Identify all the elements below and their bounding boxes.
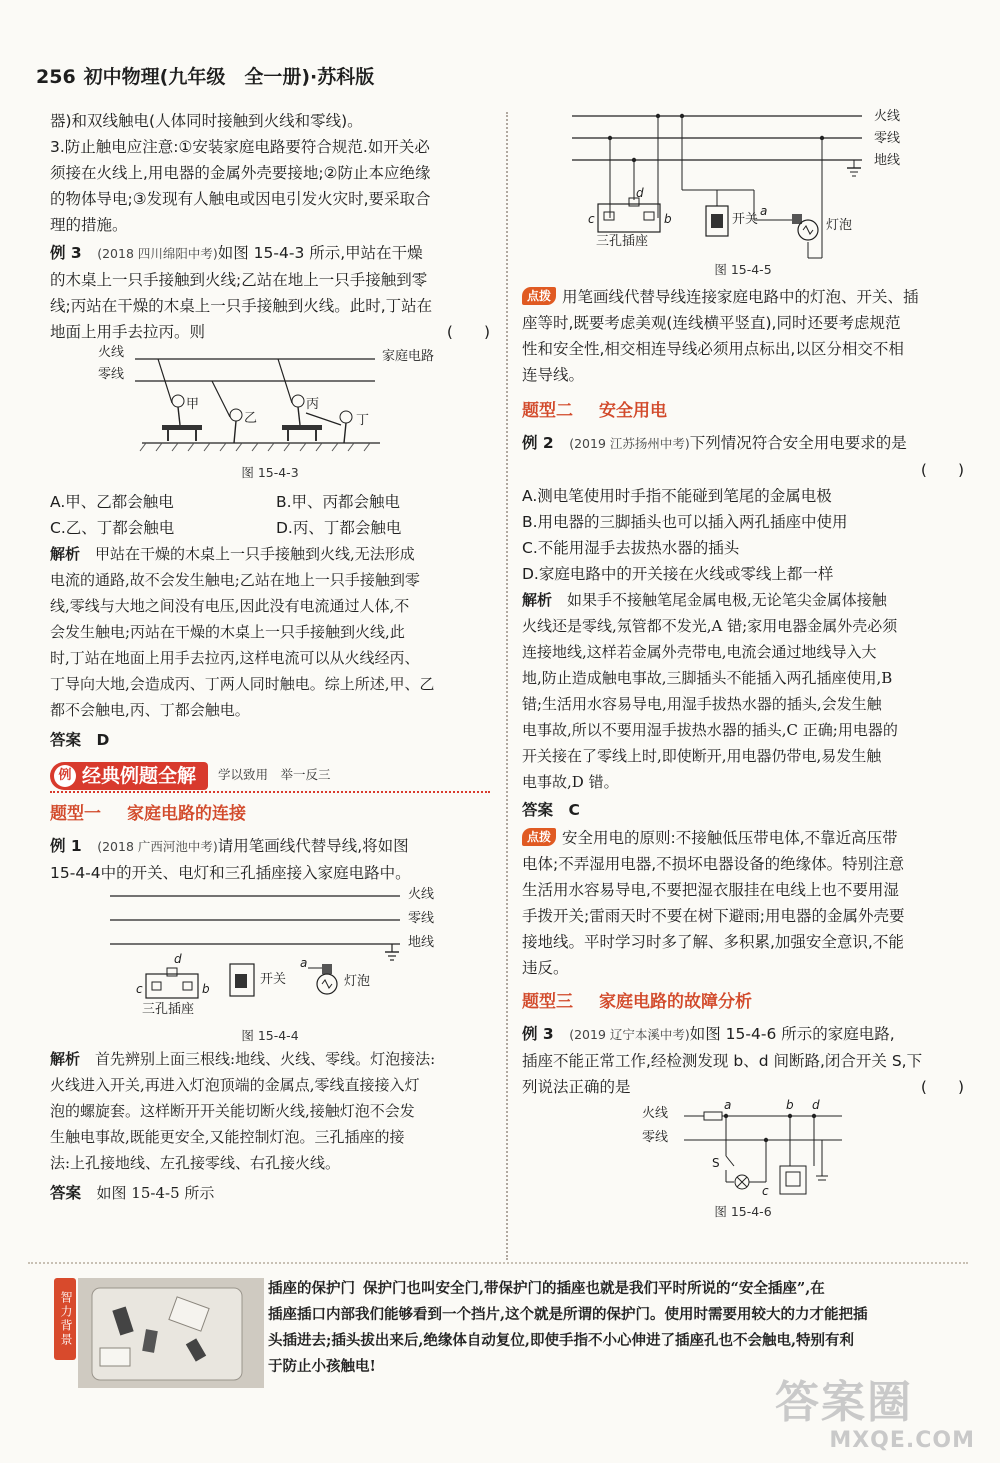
type-2-title: 安全用电 bbox=[599, 401, 667, 421]
switch-s-label: S bbox=[712, 1156, 720, 1170]
socket-photo-drawing bbox=[78, 1278, 264, 1388]
type-1-number: 题型一 bbox=[50, 804, 101, 824]
live-wire-label: 火线 bbox=[874, 109, 901, 124]
ex3-source: (2018 四川绵阳中考) bbox=[97, 246, 218, 261]
footer-line: 头插进去;插头拔出来后,绝缘体自动复位,即使手指不小心伸进了插座孔也不会触电,特别有利 bbox=[268, 1332, 854, 1349]
classic-examples-banner bbox=[50, 761, 490, 795]
ex3-stem: 如图 15-4-3 所示,甲站在干燥 bbox=[217, 244, 423, 262]
analysis-line: 电流的通路,故不会发生触电;乙站在地上一只手接触到零 bbox=[50, 571, 420, 589]
answer-label: 答案 bbox=[522, 801, 554, 819]
neutral-wire-label: 零线 bbox=[642, 1130, 669, 1145]
option-c: C.不能用湿手去拔热水器的插头 bbox=[522, 539, 740, 557]
ex3-answer bbox=[50, 727, 490, 753]
ex2-source: (2019 江苏扬州中考) bbox=[569, 436, 690, 451]
analysis-line: 泡的螺旋套。这样断开开关能切断火线,接触灯泡不会发 bbox=[50, 1102, 415, 1120]
analysis-line: 地,防止造成触电事故,三脚插头不能插入两孔插座使用,B bbox=[522, 669, 893, 687]
bulb-label: 灯泡 bbox=[826, 218, 853, 233]
page-header bbox=[36, 62, 476, 92]
analysis-line: 法:上孔接地线、左孔接零线、右孔接火线。 bbox=[50, 1154, 341, 1172]
type-1-heading bbox=[50, 801, 490, 827]
terminal-a-label: a bbox=[760, 204, 768, 218]
option-a: A.测电笔使用时手指不能碰到笔尾的金属电极 bbox=[522, 487, 832, 505]
answer-value: C bbox=[568, 801, 580, 819]
node-a-label: a bbox=[724, 1098, 732, 1112]
ex1-answer bbox=[50, 1180, 490, 1206]
person-yi-label: 乙 bbox=[244, 411, 258, 426]
figure-15-4-6 bbox=[522, 1098, 964, 1222]
analysis-line: 生触电事故,既能更安全,又能控制灯泡。三孔插座的接 bbox=[50, 1128, 405, 1146]
ex2-label: 例 2 bbox=[522, 434, 554, 452]
footer-line: 插座插口内部我们能够看到一个挡片,这个就是所谓的保护门。使用时需要用较大的力才能把插 bbox=[268, 1306, 868, 1323]
analysis-line: 连接地线,这样若金属外壳带电,电流会通过地线导入大 bbox=[522, 643, 877, 661]
intro-line: 的物体导电;③发现有人触电或因电引发火灾时,要采取合 bbox=[50, 190, 431, 208]
tip-line: 性和安全性,相交相连导线必须用点标出,以区分相交不相 bbox=[522, 340, 904, 358]
tip-badge: 点拨 bbox=[522, 828, 556, 846]
example-1 bbox=[50, 833, 490, 1206]
tip-line: 座等时,既要考虑美观(连线横平竖直),同时还要考虑规范 bbox=[522, 314, 901, 332]
analysis-line: 丁导向大地,会造成丙、丁两人同时触电。综上所述,甲、乙 bbox=[50, 675, 435, 693]
type-2-number: 题型二 bbox=[522, 401, 573, 421]
type-3-heading bbox=[522, 989, 964, 1015]
analysis-line: 时,丁站在地面上用手去拉丙,这样电流可以从火线经丙、 bbox=[50, 649, 420, 667]
watermark bbox=[775, 1378, 975, 1458]
live-wire-label: 火线 bbox=[642, 1106, 669, 1121]
household-circuit-label: 家庭电路 bbox=[382, 349, 435, 364]
analysis-line: 如果手不接触笔尾金属电极,无论笔尖金属体接触 bbox=[567, 591, 887, 609]
intro-line: 须接在火线上,用电器的金属外壳要接地;②防止本应绝缘 bbox=[50, 164, 431, 182]
tip-badge: 点拨 bbox=[522, 287, 556, 305]
switch-label: 开关 bbox=[260, 972, 287, 987]
ex1-stem: 请用笔画线代替导线,将如图 bbox=[217, 837, 409, 855]
answer-paren: ( ) bbox=[920, 461, 964, 479]
figure-15-4-4 bbox=[50, 886, 490, 1046]
tip-line: 安全用电的原则:不接触低压带电体,不靠近高压带 bbox=[562, 829, 898, 847]
ex3b-line: 列说法正确的是 bbox=[522, 1078, 631, 1096]
banner-subtitle: 学以致用 举一反三 bbox=[218, 767, 331, 782]
footer-line: 于防止小孩触电! bbox=[268, 1358, 376, 1375]
analysis-line: 电事故,D 错。 bbox=[522, 773, 619, 791]
ex2-analysis bbox=[522, 587, 964, 795]
option-d: D.丙、丁都会触电 bbox=[276, 519, 402, 537]
ex3-options bbox=[50, 489, 490, 541]
ex3-line: 线;丙站在干燥的木桌上一只手接触到火线。此时,丁站在 bbox=[50, 297, 433, 315]
terminal-d-label: d bbox=[636, 186, 644, 200]
analysis-line: 首先辨别上面三根线:地线、火线、零线。灯泡接法: bbox=[95, 1050, 436, 1068]
intro-text bbox=[50, 108, 490, 238]
figure-caption: 图 15-4-5 bbox=[714, 262, 772, 277]
type-1-title: 家庭电路的连接 bbox=[127, 804, 246, 824]
switch-label: 开关 bbox=[732, 212, 759, 227]
option-c: C.乙、丁都会触电 bbox=[50, 519, 175, 537]
tip-line: 电体;不弄湿用电器,不损坏电器设备的绝缘体。特别注意 bbox=[522, 855, 905, 873]
ex3-stem-end: 地面上用手去拉丙。则 bbox=[50, 323, 206, 341]
figure-15-4-3 bbox=[50, 345, 490, 483]
answer-value: D bbox=[96, 731, 110, 749]
ex3b-label: 例 3 bbox=[522, 1025, 554, 1043]
tip-line: 连导线。 bbox=[522, 366, 585, 384]
footer-tab: 智力背景 bbox=[54, 1278, 76, 1360]
intro-line: 3.防止触电应注意:①安装家庭电路要符合规范.如开关必 bbox=[50, 138, 430, 156]
footer-title: 插座的保护门 bbox=[268, 1280, 355, 1297]
ex3-analysis bbox=[50, 541, 490, 723]
figure-15-4-6-drawing bbox=[522, 1104, 964, 1200]
terminal-d-label: d bbox=[174, 952, 182, 966]
terminal-b-label: b bbox=[664, 212, 672, 226]
neutral-wire-label: 零线 bbox=[874, 131, 901, 146]
tip-line: 接地线。平时学习时多了解、多积累,加强安全意识,不能 bbox=[522, 933, 904, 951]
analysis-label: 解析 bbox=[522, 591, 553, 609]
earth-wire-label: 地线 bbox=[874, 153, 901, 168]
type-2-heading bbox=[522, 398, 964, 424]
live-wire-label: 火线 bbox=[98, 345, 125, 360]
figure-caption: 图 15-4-3 bbox=[241, 465, 299, 480]
terminal-c-label: c bbox=[588, 212, 595, 226]
ex1-source: (2018 广西河池中考) bbox=[97, 839, 218, 854]
person-bing-label: 丙 bbox=[306, 397, 320, 412]
analysis-line: 甲站在干燥的木桌上一只手接触到火线,无法形成 bbox=[95, 545, 415, 563]
analysis-line: 火线进入开关,再进入灯泡顶端的金属点,零线直接接入灯 bbox=[50, 1076, 420, 1094]
answer-label: 答案 bbox=[50, 731, 82, 749]
banner-title: 经典例题全解 bbox=[82, 765, 197, 787]
figure-15-4-5 bbox=[522, 108, 964, 280]
footer-divider bbox=[28, 1262, 968, 1264]
option-b: B.用电器的三脚插头也可以插入两孔插座中使用 bbox=[522, 513, 848, 531]
footer-line: 保护门也叫安全门,带保护门的插座也就是我们平时所说的“安全插座”,在 bbox=[363, 1280, 825, 1297]
watermark-line-1: 答案圈 bbox=[775, 1377, 913, 1428]
answer-value: 如图 15-4-5 所示 bbox=[96, 1184, 215, 1202]
book-title: 初中物理(九年级 全一册)·苏科版 bbox=[83, 66, 375, 88]
node-b-label: b bbox=[786, 1098, 794, 1112]
option-b: B.甲、丙都会触电 bbox=[276, 493, 401, 511]
terminal-c-label: c bbox=[136, 982, 143, 996]
live-wire-label: 火线 bbox=[408, 887, 435, 902]
example-3b bbox=[522, 1021, 964, 1222]
figure-caption: 图 15-4-6 bbox=[714, 1204, 772, 1219]
ex2-stem: 下列情况符合安全用电要求的是 bbox=[689, 434, 907, 452]
analysis-line: 会发生触电;丙站在干燥的木桌上一只手接触到火线,此 bbox=[50, 623, 405, 641]
banner-icon: 例 bbox=[54, 765, 76, 787]
ex3b-line: 插座不能正常工作,经检测发现 b、d 间断路,闭合开关 S,下 bbox=[522, 1052, 923, 1070]
column-divider bbox=[506, 112, 508, 1260]
tip-2 bbox=[522, 825, 964, 981]
person-ding-label: 丁 bbox=[356, 413, 370, 428]
terminal-a-label: a bbox=[300, 956, 308, 970]
socket-label: 三孔插座 bbox=[596, 234, 649, 249]
neutral-wire-label: 零线 bbox=[98, 367, 125, 382]
analysis-line: 错;生活用水容易导电,用湿手拔热水器的插头,会发生触 bbox=[522, 695, 882, 713]
analysis-line: 开关接在了零线上时,即使断开,用电器仍带电,易发生触 bbox=[522, 747, 882, 765]
ex2-answer bbox=[522, 797, 964, 823]
node-c-label: c bbox=[762, 1184, 769, 1198]
option-a: A.甲、乙都会触电 bbox=[50, 493, 174, 511]
ex3-label: 例 3 bbox=[50, 244, 82, 262]
analysis-line: 火线还是零线,氖管都不发光,A 错;家用电器金属外壳必须 bbox=[522, 617, 898, 635]
ex3-line bbox=[50, 319, 490, 345]
tip-line: 生活用水容易导电,不要把湿衣服挂在电线上也不要用湿 bbox=[522, 881, 899, 899]
analysis-label: 解析 bbox=[50, 1050, 81, 1068]
example-2 bbox=[522, 430, 964, 823]
figure-15-4-4-drawing bbox=[50, 886, 490, 1022]
analysis-label: 解析 bbox=[50, 545, 81, 563]
figure-caption: 图 15-4-4 bbox=[241, 1028, 299, 1043]
socket-label: 三孔插座 bbox=[142, 1002, 195, 1017]
left-column bbox=[50, 108, 490, 1206]
analysis-line: 线,零线与大地之间没有电压,因此没有电流通过人体,不 bbox=[50, 597, 410, 615]
intro-line: 理的措施。 bbox=[50, 216, 128, 234]
socket-photo bbox=[78, 1278, 264, 1388]
analysis-line: 电事故,所以不要用湿手拔热水器的插头,C 正确;用电器的 bbox=[522, 721, 898, 739]
watermark-line-2: MXQE.COM bbox=[829, 1428, 975, 1453]
person-jia-label: 甲 bbox=[186, 397, 200, 412]
answer-paren: ( ) bbox=[920, 1078, 964, 1096]
tip-line: 用笔画线代替导线连接家庭电路中的灯泡、开关、插 bbox=[562, 288, 919, 306]
option-d: D.家庭电路中的开关接在火线或零线上都一样 bbox=[522, 565, 834, 583]
type-3-number: 题型三 bbox=[522, 992, 573, 1012]
ex1-label: 例 1 bbox=[50, 837, 82, 855]
footer-note bbox=[268, 1276, 968, 1380]
earth-wire-label: 地线 bbox=[408, 935, 435, 950]
tip-line: 手拨开关;雷雨天时不要在树下避雨;用电器的金属外壳要 bbox=[522, 907, 905, 925]
right-column bbox=[522, 108, 964, 1222]
ex3b-source: (2019 辽宁本溪中考) bbox=[569, 1027, 690, 1042]
ex3b-stem: 如图 15-4-6 所示的家庭电路, bbox=[689, 1025, 895, 1043]
tip-1 bbox=[522, 284, 964, 388]
analysis-line: 都不会触电,丙、丁都会触电。 bbox=[50, 701, 250, 719]
type-3-title: 家庭电路的故障分析 bbox=[599, 992, 752, 1012]
page-number: 256 bbox=[36, 66, 76, 88]
ex1-analysis bbox=[50, 1046, 490, 1176]
answer-label: 答案 bbox=[50, 1184, 82, 1202]
ex1-line: 15-4-4中的开关、电灯和三孔插座接入家庭电路中。 bbox=[50, 864, 411, 882]
example-3 bbox=[50, 240, 490, 753]
bulb-label: 灯泡 bbox=[344, 974, 371, 989]
node-d-label: d bbox=[812, 1098, 820, 1112]
terminal-b-label: b bbox=[202, 982, 210, 996]
ex3-line bbox=[50, 240, 490, 267]
ex3-line: 的木桌上一只手接触到火线;乙站在地上一只手接触到零 bbox=[50, 271, 428, 289]
intro-line: 器)和双线触电(人体同时接触到火线和零线)。 bbox=[50, 112, 363, 130]
neutral-wire-label: 零线 bbox=[408, 911, 435, 926]
answer-paren: ( ) bbox=[446, 323, 490, 341]
tip-line: 违反。 bbox=[522, 959, 569, 977]
